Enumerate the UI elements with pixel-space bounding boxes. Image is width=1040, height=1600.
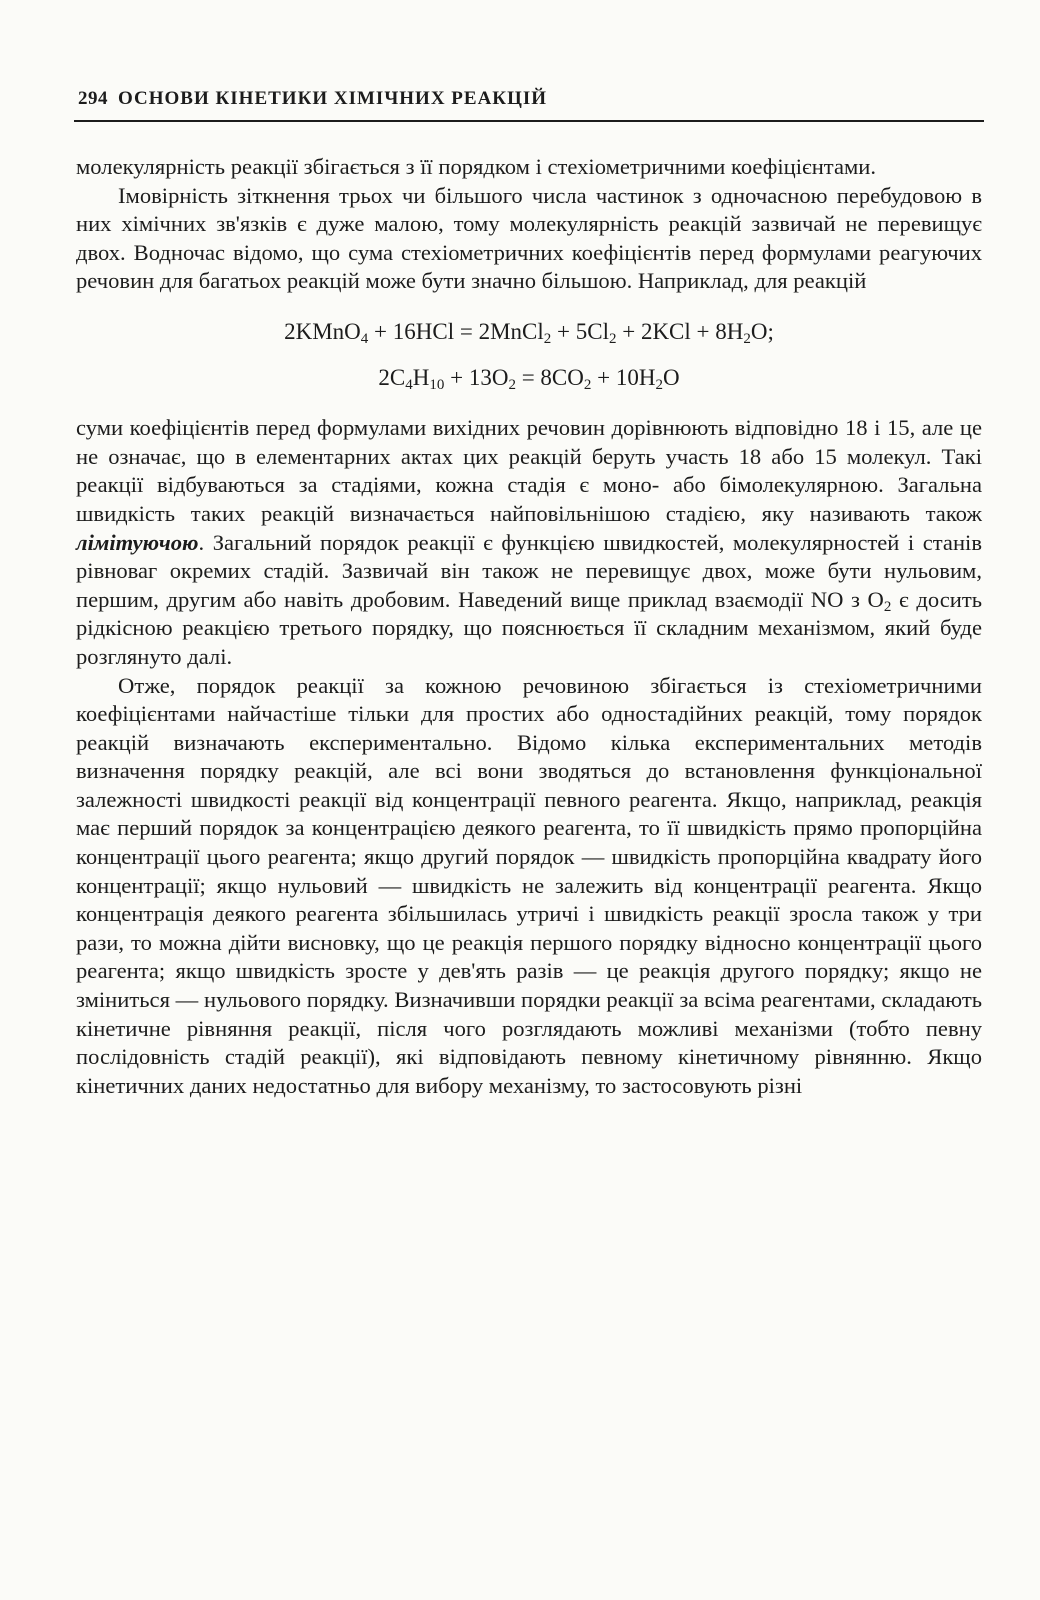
body-text: [76, 153, 982, 1100]
running-header: [78, 88, 982, 110]
paragraph-1: молекулярність реакції збігається з її порядком і стехіометричними коефіцієнтами.: [76, 154, 877, 179]
paragraph-4: Отже, порядок реакції за кожною речовиною збігається із стехіометричними коефіцієнтами найчастіше тільки для простих або одностадійних реакцій, тому порядок реакцій визначають експериментально. Відомо кілька експериментальних методів визначення порядку реакцій, але всі вони зводяться до встановлення функціональної залежності швидкості реакції від концентрації певного реагента. Якщо, наприклад, реакція має перший порядок за концентрацією деякого реагента, то її швидкість прямо пропорційна концентрації цього реагента; якщо другий порядок — швидкість пропорційна квадрату його концентрації; якщо нульовий — швидкість не залежить від концентрації реагента. Якщо концентрація деякого реагента збільшилась утричі і швидкість реакції зросла також у три рази, то можна дійти висновку, що це реакція першого порядку відносно концентрації цього реагента; якщо швидкість зросте у дев'ять разів — це реакція другого порядку; якщо не зміниться — нульового порядку. Визначивши порядки реакції за всіма реагентами, складають кінетичне рівняння реакції, після чого розглядають можливі механізми (тобто певну послідовність стадій реакції), які відповідають певному кінетичному рівнянню. Якщо кінетичних даних недостатньо для вибору механізму, то застосовують різні: [76, 672, 982, 1098]
paragraph-3: суми коефіцієнтів перед формулами вихідних речовин дорівнюють відповідно 18 і 15, але це не означає, що в елементарних актах цих реакцій беруть участь 18 або 15 молекул. Такі реакції відбуваються за стадіями, кожна стадія є моно- або бімолекулярною. Загальна швидкість таких реакцій визначається найповільнішою стадією, яку називають також лімітуючою. Загальний порядок реакції є функцією швидкостей, молекулярностей і станів рівноваг окремих стадій. Зазвичай він також не перевищує двох, може бути нульовим, першим, другим або навіть дробовим. Наведений вище приклад взаємодії NO з $O_2$ є досить рідкісною реакцією третього порядку, що пояснюється її складним механізмом, який буде розглянуто далі.: [76, 415, 982, 669]
page-number: 294: [78, 88, 108, 109]
header-rule: [74, 120, 984, 122]
paragraph-2: Імовірність зіткнення трьох чи більшого числа частинок з одночасною перебудовою в них хімічних зв'язків є дуже малою, тому молекулярність реакцій зазвичай не перевищує двох. Водночас відомо, що сума стехіометричних коефіцієнтів перед формулами реагуючих речовин для багатьох реакцій може бути значно більшою. Наприклад, для реакцій: [76, 182, 982, 294]
emphasized-term: лімітуючою: [76, 529, 199, 555]
equation-butane: $2C_4H_{10} + 13O_2 = 8CO_2 + 10H_2O$: [378, 364, 680, 393]
running-title: ОСНОВИ КІНЕТИКИ ХІМІЧНИХ РЕАКЦІЙ: [118, 88, 548, 109]
equation-kmno4: 2KMnO$_4$ + 16HCl = 2MnCl$_2$ + $5Cl_2 + 2KCl + 8H_2O$;: [284, 318, 774, 347]
